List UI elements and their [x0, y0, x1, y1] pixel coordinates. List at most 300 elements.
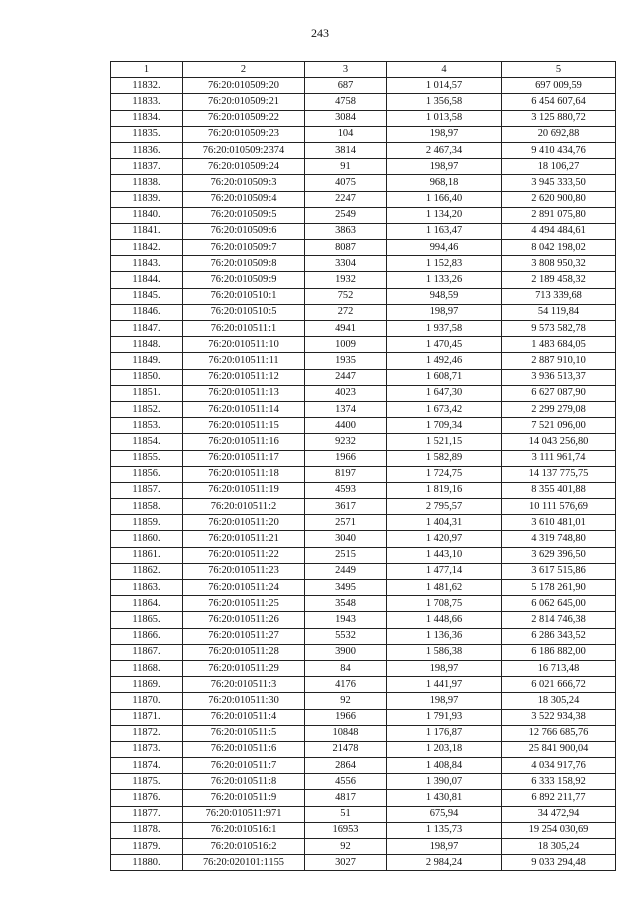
row-number-cell: 11859.	[111, 515, 183, 531]
cadastral-value-cell: 8 355 401,88	[502, 482, 616, 498]
cadastral-number-cell: 76:20:010511:1	[183, 321, 305, 337]
row-number-cell: 11867.	[111, 644, 183, 660]
rate-cell: 1 708,75	[387, 596, 502, 612]
table-header-row	[111, 62, 616, 78]
cadastral-number-cell: 76:20:010511:23	[183, 563, 305, 579]
rate-cell: 1 586,38	[387, 644, 502, 660]
cadastral-number-cell: 76:20:010511:6	[183, 741, 305, 757]
cadastral-value-cell: 3 629 396,50	[502, 547, 616, 563]
table-row	[111, 563, 616, 579]
cadastral-number-cell: 76:20:010511:22	[183, 547, 305, 563]
table-row	[111, 434, 616, 450]
cadastral-number-cell: 76:20:010511:21	[183, 531, 305, 547]
cadastral-value-cell: 18 106,27	[502, 159, 616, 175]
cadastral-value-cell: 19 254 030,69	[502, 822, 616, 838]
area-cell: 1935	[305, 353, 387, 369]
row-number-cell: 11848.	[111, 337, 183, 353]
rate-cell: 1 441,97	[387, 677, 502, 693]
table-row	[111, 596, 616, 612]
area-cell: 1943	[305, 612, 387, 628]
row-number-cell: 11835.	[111, 126, 183, 142]
rate-cell: 1 166,40	[387, 191, 502, 207]
row-number-cell: 11847.	[111, 321, 183, 337]
cadastral-number-cell: 76:20:020101:1155	[183, 855, 305, 871]
table-row	[111, 466, 616, 482]
column-header-4: 4	[387, 62, 502, 78]
row-number-cell: 11841.	[111, 223, 183, 239]
area-cell: 1009	[305, 337, 387, 353]
cadastral-value-cell: 8 042 198,02	[502, 240, 616, 256]
cadastral-value-cell: 6 333 158,92	[502, 774, 616, 790]
table-row	[111, 142, 616, 158]
area-cell: 3040	[305, 531, 387, 547]
column-header-5: 5	[502, 62, 616, 78]
cadastral-value-cell: 2 620 900,80	[502, 191, 616, 207]
page-number: 243	[311, 26, 329, 40]
cadastral-number-cell: 76:20:010510:5	[183, 304, 305, 320]
cadastral-number-cell: 76:20:010511:18	[183, 466, 305, 482]
table-row	[111, 855, 616, 871]
table-row	[111, 628, 616, 644]
cadastral-number-cell: 76:20:010509:2374	[183, 142, 305, 158]
table-row	[111, 385, 616, 401]
area-cell: 10848	[305, 725, 387, 741]
rate-cell: 198,97	[387, 839, 502, 855]
table-row	[111, 612, 616, 628]
cadastral-value-cell: 10 111 576,69	[502, 499, 616, 515]
area-cell: 2247	[305, 191, 387, 207]
area-cell: 752	[305, 288, 387, 304]
table-row	[111, 304, 616, 320]
area-cell: 104	[305, 126, 387, 142]
row-number-cell: 11875.	[111, 774, 183, 790]
cadastral-value-cell: 6 062 645,00	[502, 596, 616, 612]
cadastral-value-cell: 2 299 279,08	[502, 401, 616, 417]
cadastral-number-cell: 76:20:010509:20	[183, 78, 305, 94]
cadastral-value-cell: 3 808 950,32	[502, 256, 616, 272]
row-number-cell: 11878.	[111, 822, 183, 838]
area-cell: 1374	[305, 401, 387, 417]
area-cell: 8087	[305, 240, 387, 256]
table-row	[111, 240, 616, 256]
row-number-cell: 11852.	[111, 401, 183, 417]
cadastral-value-cell: 34 472,94	[502, 806, 616, 822]
cadastral-number-cell: 76:20:010511:4	[183, 709, 305, 725]
cadastral-number-cell: 76:20:010511:26	[183, 612, 305, 628]
table-row	[111, 94, 616, 110]
rate-cell: 1 134,20	[387, 207, 502, 223]
rate-cell: 1 430,81	[387, 790, 502, 806]
row-number-cell: 11865.	[111, 612, 183, 628]
area-cell: 272	[305, 304, 387, 320]
cadastral-value-cell: 2 814 746,38	[502, 612, 616, 628]
cadastral-number-cell: 76:20:010511:30	[183, 693, 305, 709]
cadastral-value-cell: 9 410 434,76	[502, 142, 616, 158]
rate-cell: 2 467,34	[387, 142, 502, 158]
rate-cell: 198,97	[387, 126, 502, 142]
area-cell: 2549	[305, 207, 387, 223]
row-number-cell: 11854.	[111, 434, 183, 450]
area-cell: 4593	[305, 482, 387, 498]
table-body	[111, 78, 616, 871]
table-row	[111, 110, 616, 126]
row-number-cell: 11849.	[111, 353, 183, 369]
area-cell: 2515	[305, 547, 387, 563]
table-row	[111, 677, 616, 693]
cadastral-value-cell: 14 043 256,80	[502, 434, 616, 450]
area-cell: 5532	[305, 628, 387, 644]
cadastral-value-cell: 7 521 096,00	[502, 418, 616, 434]
row-number-cell: 11860.	[111, 531, 183, 547]
row-number-cell: 11838.	[111, 175, 183, 191]
cadastral-value-cell: 3 617 515,86	[502, 563, 616, 579]
rate-cell: 1 819,16	[387, 482, 502, 498]
table-row	[111, 660, 616, 676]
area-cell: 3027	[305, 855, 387, 871]
rate-cell: 1 356,58	[387, 94, 502, 110]
table-row	[111, 482, 616, 498]
table-row	[111, 288, 616, 304]
row-number-cell: 11856.	[111, 466, 183, 482]
row-number-cell: 11839.	[111, 191, 183, 207]
table-row	[111, 321, 616, 337]
cadastral-number-cell: 76:20:010509:7	[183, 240, 305, 256]
cadastral-value-cell: 4 319 748,80	[502, 531, 616, 547]
table-row	[111, 369, 616, 385]
cadastral-number-cell: 76:20:010511:17	[183, 450, 305, 466]
area-cell: 687	[305, 78, 387, 94]
row-number-cell: 11877.	[111, 806, 183, 822]
row-number-cell: 11846.	[111, 304, 183, 320]
cadastral-value-cell: 6 186 882,00	[502, 644, 616, 660]
area-cell: 2447	[305, 369, 387, 385]
rate-cell: 948,59	[387, 288, 502, 304]
row-number-cell: 11864.	[111, 596, 183, 612]
rate-cell: 968,18	[387, 175, 502, 191]
rate-cell: 1 408,84	[387, 758, 502, 774]
table-row	[111, 207, 616, 223]
table-row	[111, 531, 616, 547]
row-number-cell: 11855.	[111, 450, 183, 466]
area-cell: 4176	[305, 677, 387, 693]
row-number-cell: 11832.	[111, 78, 183, 94]
table-row	[111, 644, 616, 660]
column-header-1: 1	[111, 62, 183, 78]
cadastral-value-cell: 3 522 934,38	[502, 709, 616, 725]
table-row	[111, 223, 616, 239]
table-row	[111, 709, 616, 725]
rate-cell: 2 984,24	[387, 855, 502, 871]
area-cell: 2571	[305, 515, 387, 531]
area-cell: 4400	[305, 418, 387, 434]
rate-cell: 1 724,75	[387, 466, 502, 482]
cadastral-value-cell: 6 286 343,52	[502, 628, 616, 644]
area-cell: 3900	[305, 644, 387, 660]
cadastral-value-cell: 3 945 333,50	[502, 175, 616, 191]
table-row	[111, 418, 616, 434]
rate-cell: 1 152,83	[387, 256, 502, 272]
cadastral-number-cell: 76:20:010511:14	[183, 401, 305, 417]
area-cell: 3495	[305, 580, 387, 596]
area-cell: 4023	[305, 385, 387, 401]
row-number-cell: 11836.	[111, 142, 183, 158]
row-number-cell: 11879.	[111, 839, 183, 855]
table-row	[111, 580, 616, 596]
row-number-cell: 11842.	[111, 240, 183, 256]
cadastral-number-cell: 76:20:010511:9	[183, 790, 305, 806]
rate-cell: 675,94	[387, 806, 502, 822]
cadastral-value-cell: 6 021 666,72	[502, 677, 616, 693]
row-number-cell: 11851.	[111, 385, 183, 401]
table-row	[111, 159, 616, 175]
cadastral-value-cell: 6 454 607,64	[502, 94, 616, 110]
area-cell: 4556	[305, 774, 387, 790]
row-number-cell: 11850.	[111, 369, 183, 385]
rate-cell: 1 477,14	[387, 563, 502, 579]
table-row	[111, 126, 616, 142]
cadastral-number-cell: 76:20:010509:23	[183, 126, 305, 142]
row-number-cell: 11861.	[111, 547, 183, 563]
cadastral-value-cell: 3 125 880,72	[502, 110, 616, 126]
row-number-cell: 11874.	[111, 758, 183, 774]
cadastral-number-cell: 76:20:010509:3	[183, 175, 305, 191]
rate-cell: 1 013,58	[387, 110, 502, 126]
cadastral-value-cell: 9 033 294,48	[502, 855, 616, 871]
rate-cell: 1 791,93	[387, 709, 502, 725]
cadastral-value-table	[110, 61, 616, 871]
rate-cell: 1 448,66	[387, 612, 502, 628]
area-cell: 1932	[305, 272, 387, 288]
cadastral-value-cell: 5 178 261,90	[502, 580, 616, 596]
row-number-cell: 11866.	[111, 628, 183, 644]
rate-cell: 994,46	[387, 240, 502, 256]
rate-cell: 1 608,71	[387, 369, 502, 385]
cadastral-number-cell: 76:20:010511:8	[183, 774, 305, 790]
cadastral-number-cell: 76:20:010509:8	[183, 256, 305, 272]
area-cell: 3863	[305, 223, 387, 239]
cadastral-number-cell: 76:20:010511:5	[183, 725, 305, 741]
area-cell: 9232	[305, 434, 387, 450]
row-number-cell: 11871.	[111, 709, 183, 725]
table-row	[111, 353, 616, 369]
cadastral-number-cell: 76:20:010516:1	[183, 822, 305, 838]
row-number-cell: 11857.	[111, 482, 183, 498]
table-row	[111, 725, 616, 741]
area-cell: 2449	[305, 563, 387, 579]
cadastral-value-cell: 2 887 910,10	[502, 353, 616, 369]
area-cell: 4817	[305, 790, 387, 806]
cadastral-number-cell: 76:20:010509:4	[183, 191, 305, 207]
cadastral-value-cell: 6 892 211,77	[502, 790, 616, 806]
cadastral-value-cell: 713 339,68	[502, 288, 616, 304]
table-row	[111, 515, 616, 531]
rate-cell: 1 443,10	[387, 547, 502, 563]
cadastral-number-cell: 76:20:010511:19	[183, 482, 305, 498]
row-number-cell: 11876.	[111, 790, 183, 806]
cadastral-number-cell: 76:20:010509:9	[183, 272, 305, 288]
rate-cell: 1 937,58	[387, 321, 502, 337]
cadastral-value-cell: 4 034 917,76	[502, 758, 616, 774]
rate-cell: 198,97	[387, 159, 502, 175]
row-number-cell: 11837.	[111, 159, 183, 175]
cadastral-number-cell: 76:20:010510:1	[183, 288, 305, 304]
area-cell: 16953	[305, 822, 387, 838]
rate-cell: 1 203,18	[387, 741, 502, 757]
rate-cell: 1 420,97	[387, 531, 502, 547]
cadastral-number-cell: 76:20:010509:22	[183, 110, 305, 126]
table-row	[111, 758, 616, 774]
row-number-cell: 11853.	[111, 418, 183, 434]
row-number-cell: 11843.	[111, 256, 183, 272]
rate-cell: 198,97	[387, 660, 502, 676]
cadastral-number-cell: 76:20:010511:7	[183, 758, 305, 774]
row-number-cell: 11858.	[111, 499, 183, 515]
table-row	[111, 191, 616, 207]
row-number-cell: 11844.	[111, 272, 183, 288]
area-cell: 51	[305, 806, 387, 822]
rate-cell: 1 481,62	[387, 580, 502, 596]
cadastral-number-cell: 76:20:010511:971	[183, 806, 305, 822]
row-number-cell: 11869.	[111, 677, 183, 693]
rate-cell: 1 673,42	[387, 401, 502, 417]
cadastral-number-cell: 76:20:010509:5	[183, 207, 305, 223]
rate-cell: 1 133,26	[387, 272, 502, 288]
table-row	[111, 839, 616, 855]
cadastral-value-cell: 14 137 775,75	[502, 466, 616, 482]
cadastral-number-cell: 76:20:010511:28	[183, 644, 305, 660]
area-cell: 84	[305, 660, 387, 676]
table-row	[111, 547, 616, 563]
cadastral-number-cell: 76:20:010511:13	[183, 385, 305, 401]
rate-cell: 1 176,87	[387, 725, 502, 741]
cadastral-value-cell: 2 891 075,80	[502, 207, 616, 223]
rate-cell: 1 492,46	[387, 353, 502, 369]
cadastral-number-cell: 76:20:010511:15	[183, 418, 305, 434]
table-row	[111, 450, 616, 466]
cadastral-number-cell: 76:20:010511:20	[183, 515, 305, 531]
cadastral-value-cell: 25 841 900,04	[502, 741, 616, 757]
cadastral-number-cell: 76:20:010509:21	[183, 94, 305, 110]
table-row	[111, 272, 616, 288]
table-row	[111, 78, 616, 94]
area-cell: 3814	[305, 142, 387, 158]
rate-cell: 1 709,34	[387, 418, 502, 434]
cadastral-number-cell: 76:20:010516:2	[183, 839, 305, 855]
rate-cell: 1 582,89	[387, 450, 502, 466]
area-cell: 3548	[305, 596, 387, 612]
cadastral-number-cell: 76:20:010511:29	[183, 660, 305, 676]
area-cell: 1966	[305, 450, 387, 466]
table-row	[111, 256, 616, 272]
column-header-3: 3	[305, 62, 387, 78]
cadastral-value-cell: 9 573 582,78	[502, 321, 616, 337]
row-number-cell: 11840.	[111, 207, 183, 223]
area-cell: 4758	[305, 94, 387, 110]
area-cell: 1966	[305, 709, 387, 725]
cadastral-value-cell: 54 119,84	[502, 304, 616, 320]
rate-cell: 1 390,07	[387, 774, 502, 790]
rate-cell: 1 404,31	[387, 515, 502, 531]
rate-cell: 1 647,30	[387, 385, 502, 401]
rate-cell: 1 521,15	[387, 434, 502, 450]
table-row	[111, 806, 616, 822]
cadastral-value-cell: 4 494 484,61	[502, 223, 616, 239]
row-number-cell: 11845.	[111, 288, 183, 304]
row-number-cell: 11870.	[111, 693, 183, 709]
cadastral-value-cell: 16 713,48	[502, 660, 616, 676]
area-cell: 3617	[305, 499, 387, 515]
row-number-cell: 11880.	[111, 855, 183, 871]
row-number-cell: 11873.	[111, 741, 183, 757]
table-row	[111, 499, 616, 515]
cadastral-value-cell: 3 610 481,01	[502, 515, 616, 531]
cadastral-number-cell: 76:20:010511:16	[183, 434, 305, 450]
cadastral-value-cell: 3 111 961,74	[502, 450, 616, 466]
cadastral-number-cell: 76:20:010511:27	[183, 628, 305, 644]
cadastral-value-cell: 18 305,24	[502, 839, 616, 855]
cadastral-number-cell: 76:20:010509:6	[183, 223, 305, 239]
cadastral-number-cell: 76:20:010511:24	[183, 580, 305, 596]
rate-cell: 1 136,36	[387, 628, 502, 644]
row-number-cell: 11872.	[111, 725, 183, 741]
rate-cell: 1 135,73	[387, 822, 502, 838]
cadastral-value-cell: 2 189 458,32	[502, 272, 616, 288]
cadastral-value-cell: 6 627 087,90	[502, 385, 616, 401]
rate-cell: 198,97	[387, 304, 502, 320]
cadastral-number-cell: 76:20:010511:25	[183, 596, 305, 612]
area-cell: 2864	[305, 758, 387, 774]
column-header-2: 2	[183, 62, 305, 78]
cadastral-number-cell: 76:20:010509:24	[183, 159, 305, 175]
area-cell: 92	[305, 839, 387, 855]
cadastral-value-cell: 697 009,59	[502, 78, 616, 94]
table-row	[111, 693, 616, 709]
cadastral-number-cell: 76:20:010511:12	[183, 369, 305, 385]
area-cell: 92	[305, 693, 387, 709]
table-row	[111, 337, 616, 353]
cadastral-number-cell: 76:20:010511:11	[183, 353, 305, 369]
cadastral-value-cell: 18 305,24	[502, 693, 616, 709]
cadastral-number-cell: 76:20:010511:2	[183, 499, 305, 515]
cadastral-value-cell: 20 692,88	[502, 126, 616, 142]
row-number-cell: 11862.	[111, 563, 183, 579]
table-row	[111, 401, 616, 417]
area-cell: 91	[305, 159, 387, 175]
row-number-cell: 11863.	[111, 580, 183, 596]
rate-cell: 2 795,57	[387, 499, 502, 515]
area-cell: 21478	[305, 741, 387, 757]
cadastral-value-cell: 12 766 685,76	[502, 725, 616, 741]
area-cell: 3084	[305, 110, 387, 126]
table-row	[111, 175, 616, 191]
rate-cell: 198,97	[387, 693, 502, 709]
area-cell: 4075	[305, 175, 387, 191]
row-number-cell: 11868.	[111, 660, 183, 676]
area-cell: 4941	[305, 321, 387, 337]
row-number-cell: 11834.	[111, 110, 183, 126]
table-row	[111, 822, 616, 838]
rate-cell: 1 014,57	[387, 78, 502, 94]
table-row	[111, 741, 616, 757]
row-number-cell: 11833.	[111, 94, 183, 110]
rate-cell: 1 470,45	[387, 337, 502, 353]
cadastral-value-cell: 3 936 513,37	[502, 369, 616, 385]
area-cell: 8197	[305, 466, 387, 482]
table-row	[111, 774, 616, 790]
area-cell: 3304	[305, 256, 387, 272]
cadastral-value-cell: 1 483 684,05	[502, 337, 616, 353]
rate-cell: 1 163,47	[387, 223, 502, 239]
